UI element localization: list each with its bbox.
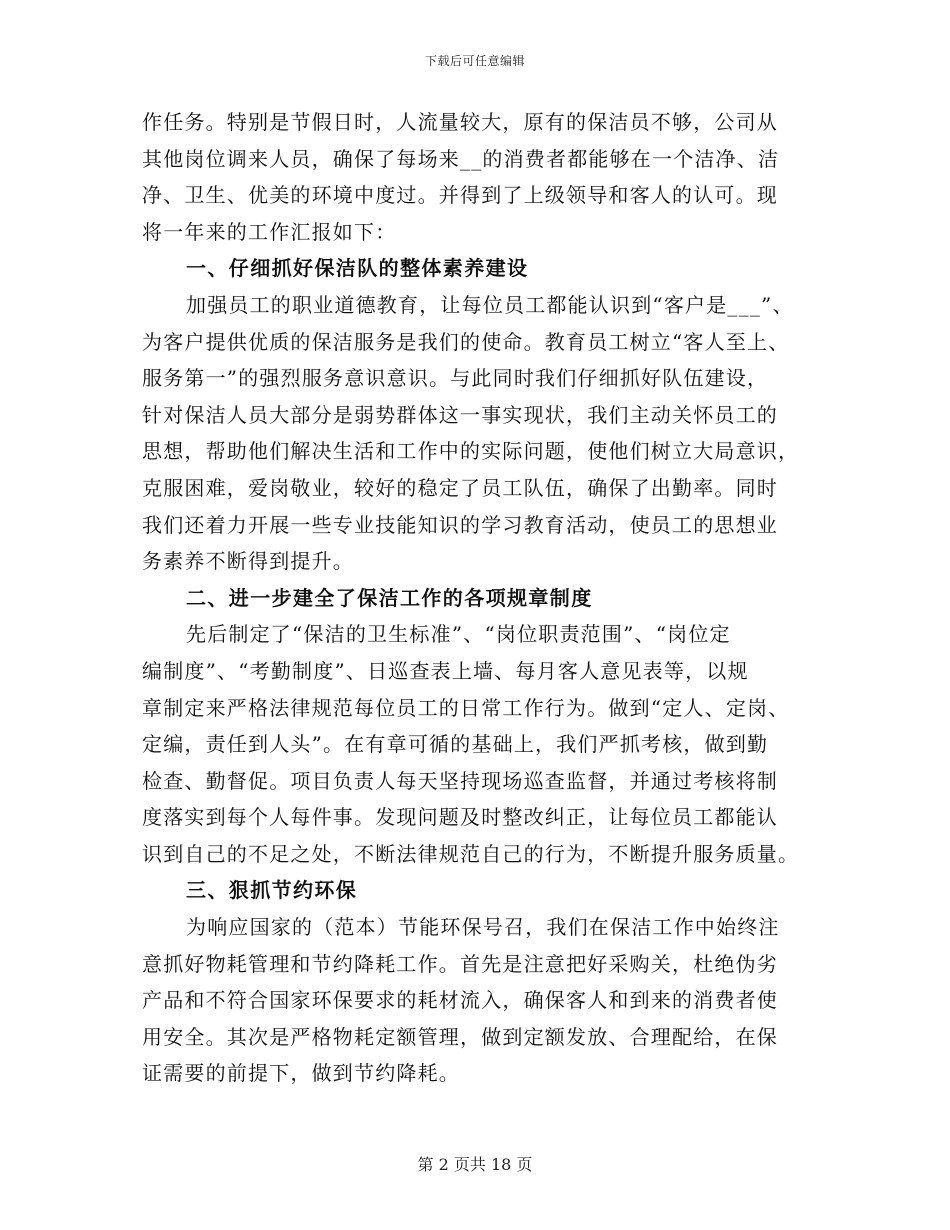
- body-text-line: 加强员工的职业道德教育，让每位员工都能认识到“客户是___”、: [186, 292, 794, 317]
- body-text-line: 将一年来的工作汇报如下：: [142, 219, 397, 244]
- body-text-line: 作任务。特别是节假日时，人流量较大，原有的保洁员不够，公司从: [142, 110, 778, 134]
- body-text-line: 务素养不断得到提升。: [142, 549, 354, 574]
- body-text-line: 我们还着力开展一些专业技能知识的学习教育活动，使员工的思想业: [142, 512, 778, 537]
- body-text-line: 净、卫生、优美的环境中度过。并得到了上级领导和客人的认可。现: [142, 183, 778, 208]
- body-text-line: 证需要的前提下，做到节约降耗。: [142, 1061, 460, 1086]
- body-text-line: 服务第一”的强烈服务意识意识。与此同时我们仔细抓好队伍建设，: [142, 366, 769, 391]
- body-text-line: 针对保洁人员大部分是弱势群体这一事实现状，我们主动关怀员工的: [142, 402, 778, 427]
- body-text-line: 章制定来严格法律规范每位员工的日常工作行为。做到“定人、定岗、: [142, 695, 790, 720]
- body-text-line: 度落实到每个人每件事。发现问题及时整改纠正，让每位员工都能认: [142, 805, 778, 830]
- page-footer: 第 2 页共 18 页: [417, 1155, 533, 1174]
- body-text-line: 用安全。其次是严格物耗定额管理，做到定额发放、合理配给，在保: [142, 1024, 778, 1049]
- section-heading: 三、狠抓节约环保: [186, 878, 358, 903]
- document-body: [142, 104, 814, 1092]
- body-text-line: 产品和不符合国家环保要求的耗材流入，确保客人和到来的消费者使: [142, 988, 778, 1013]
- body-text-line: 思想，帮助他们解决生活和工作中的实际问题，使他们树立大局意识，: [142, 439, 800, 464]
- body-text-line: 为客户提供优质的保洁服务是我们的使命。教育员工树立“客人至上、: [142, 329, 790, 354]
- body-text-line: 克服困难，爱岗敬业，较好的稳定了员工队伍，确保了出勤率。同时: [142, 475, 778, 500]
- body-text-line: 为响应国家的（范本）节能环保号召，我们在保洁工作中始终注: [186, 915, 780, 940]
- section-heading: 一、仔细抓好保洁队的整体素养建设: [186, 256, 529, 281]
- body-text-line: 编制度”、“考勤制度”、日巡查表上墙、每月客人意见表等，以规: [142, 658, 749, 683]
- page-header: 下载后可任意编辑: [424, 54, 525, 68]
- body-text-line: 其他岗位调来人员，确保了每场来__的消费者都能够在一个洁净、洁: [142, 146, 780, 171]
- section-heading: 二、进一步建全了保洁工作的各项规章制度: [186, 585, 593, 610]
- body-text-line: 意抓好物耗管理和节约降耗工作。首先是注意把好采购关，杜绝伪劣: [142, 951, 778, 976]
- body-text-line: 先后制定了“保洁的卫生标准”、“岗位职责范围”、“岗位定: [186, 622, 731, 647]
- body-text-line: 定编，责任到人头”。在有章可循的基础上，我们严抓考核，做到勤: [142, 732, 769, 757]
- body-text-line: 识到自己的不足之处，不断法律规范自己的行为，不断提升服务质量。: [142, 841, 800, 866]
- body-text-line: 检查、勤督促。项目负责人每天坚持现场巡查监督，并通过考核将制: [142, 768, 778, 793]
